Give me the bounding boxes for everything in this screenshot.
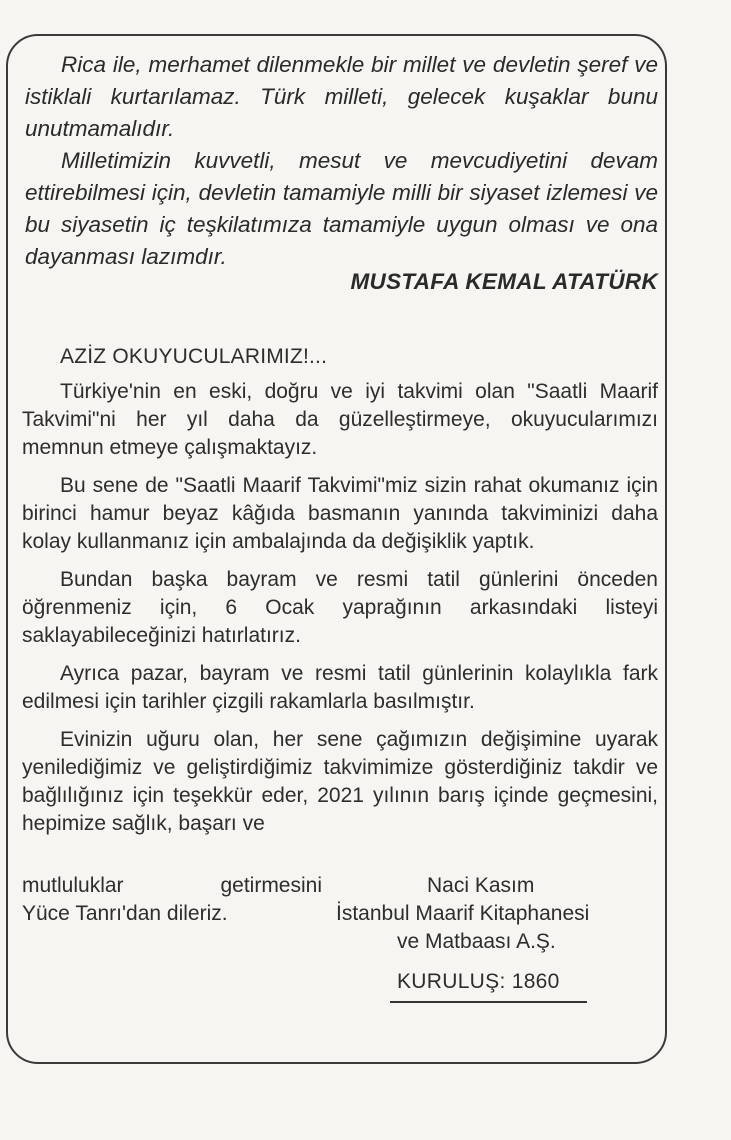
- signature-company-2: ve Matbaası A.Ş.: [397, 930, 556, 953]
- letter-paragraph: Türkiye'nin en eski, doğru ve iyi takvimi olan "Saatli Maarif Takvimi"ni her yıl daha da güzelleştirmeye, okuyucularımızı memnun etmeye çalışmaktayız.: [22, 380, 658, 459]
- founded-underline: [390, 1001, 587, 1003]
- signature-company: İstanbul Maarif Kitaphanesi: [336, 902, 590, 925]
- letter-paragraph: Bundan başka bayram ve resmi tatil günlerini önceden öğrenmeniz için, 6 Ocak yaprağının arkasındaki listeyi saklayabileceğinizi hatırlatırız.: [22, 568, 658, 647]
- letter-body: [22, 343, 658, 848]
- letter-paragraph: Bu sene de "Saatli Maarif Takvimi"miz sizin rahat okumanız için birinci hamur beyaz kâğıda basmanın yanında takviminizi daha kolay kullanmanız için ambalajında da değişiklik yaptık.: [22, 474, 658, 553]
- closing-line-2: Yüce Tanrı'dan dileriz.: [22, 902, 228, 925]
- letter-paragraph: Ayrıca pazar, bayram ve resmi tatil günlerinin kolaylıkla fark edilmesi için tarihler çizgili rakamlarla basılmıştır.: [22, 662, 658, 713]
- quote-block: [25, 49, 658, 273]
- letter-greeting: AZİZ OKUYUCULARIMIZ!...: [60, 345, 328, 368]
- closing-line-1: mutluluklar getirmesini: [22, 874, 322, 897]
- quote-paragraph-1: Rica ile, merhamet dilenmekle bir millet ve devletin şeref ve istiklali kurtarılamaz. Türk milleti, gelecek kuşaklar bunu unutmamalıdır.: [25, 52, 658, 141]
- letter-paragraph: Evinizin uğuru olan, her sene çağımızın değişimine uyarak yenilediğimiz ve geliştirdiğimiz takvimimize gösterdiğiniz takdir ve bağlılığınız için teşekkür eder, 2021 yılının barış içinde geçmesini, hepimize sağlık, başarı ve: [22, 728, 658, 835]
- quote-author: MUSTAFA KEMAL ATATÜRK: [350, 269, 658, 294]
- founded-year: KURULUŞ: 1860: [397, 970, 560, 993]
- quote-paragraph-2: Milletimizin kuvvetli, mesut ve mevcudiyetini devam ettirebilmesi için, devletin tamamiyle milli bir siyaset izlemesi ve bu siyasetin iç teşkilatımıza tamamiyle uygun olması ve ona dayanması lazımdır.: [25, 148, 658, 269]
- signature-name: Naci Kasım: [427, 874, 535, 897]
